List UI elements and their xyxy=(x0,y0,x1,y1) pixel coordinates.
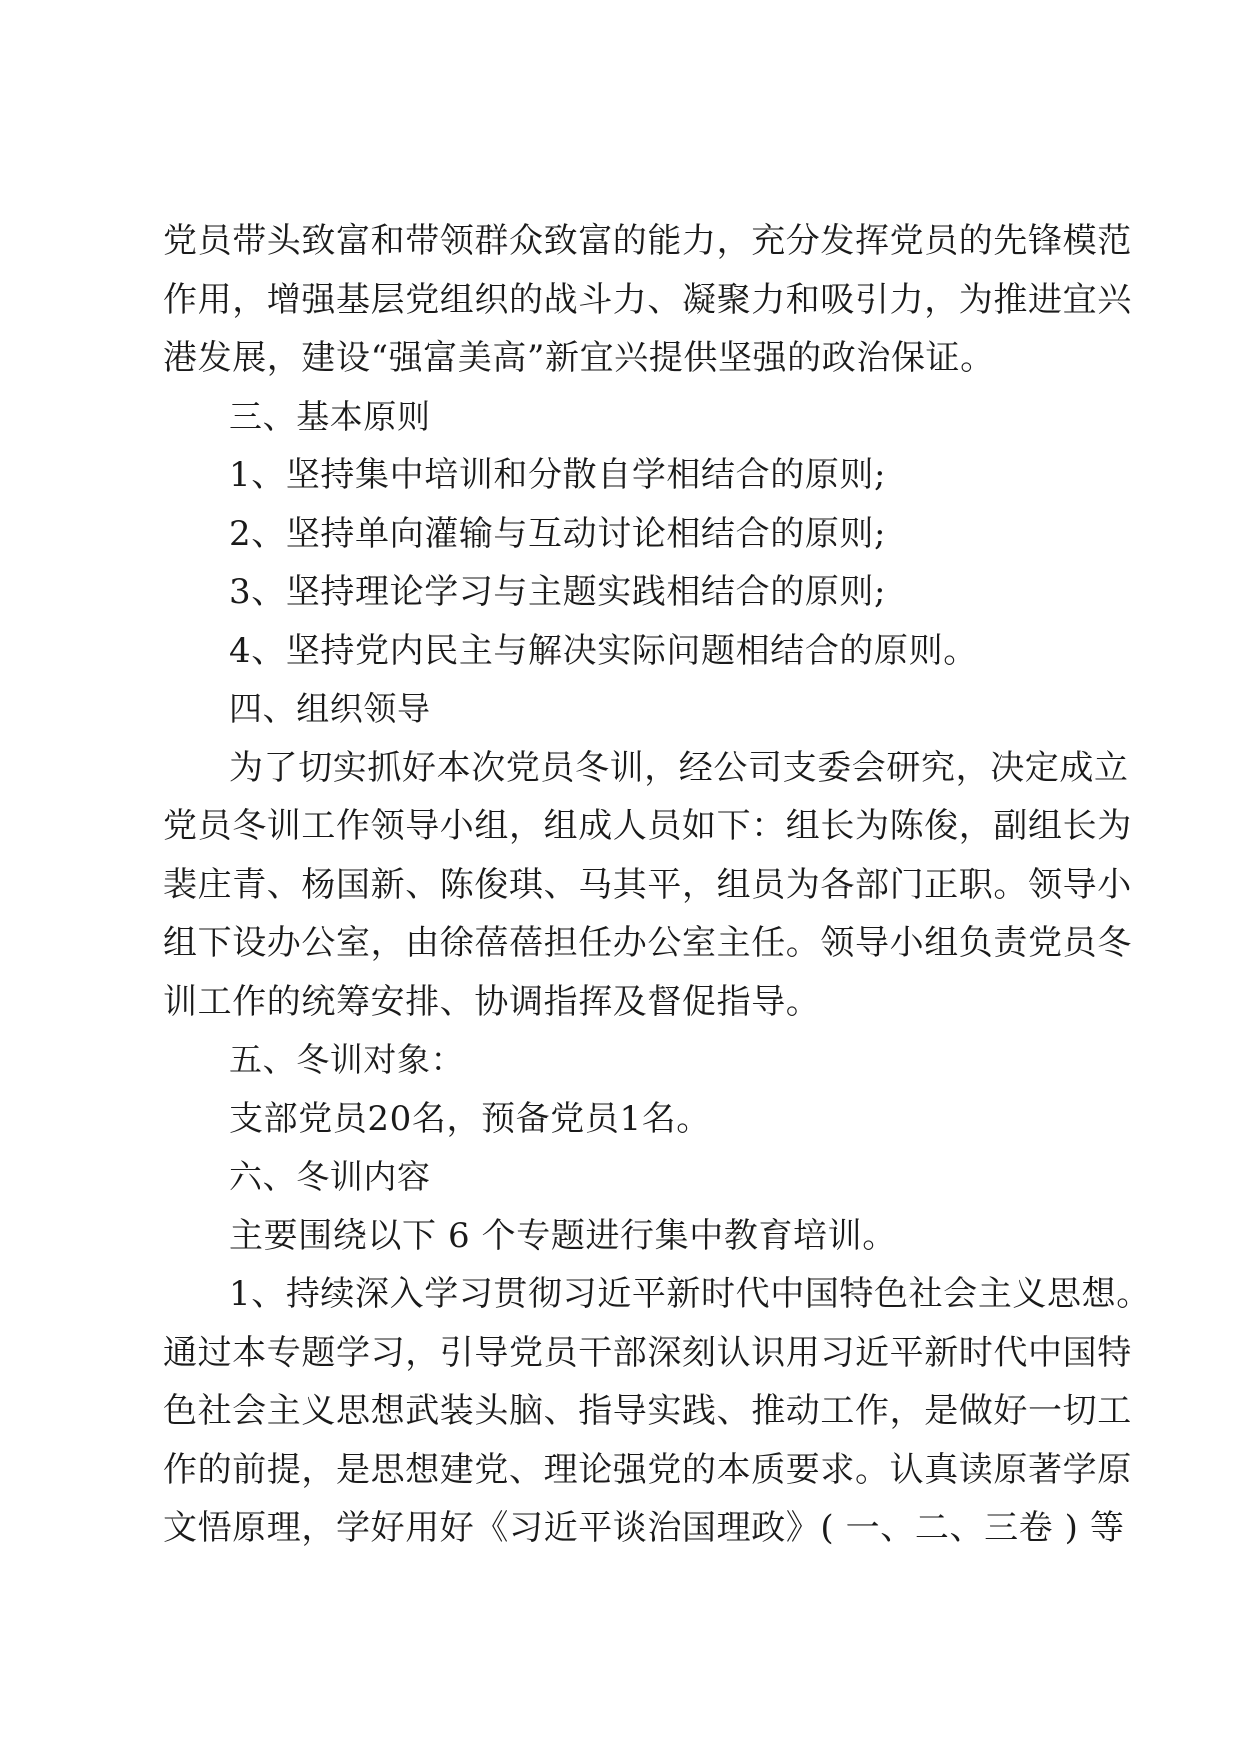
paragraph-line: 党员带头致富和带领群众致富的能力，充分发挥党员的先锋模范 xyxy=(163,221,1132,261)
paragraph-line: 港发展，建设“强富美高”新宜兴提供坚强的政治保证。 xyxy=(163,338,995,378)
paragraph-line: 组下设办公室，由徐蓓蓓担任办公室主任。领导小组负责党员冬 xyxy=(163,923,1132,963)
paragraph-line: 色社会主义思想武装头脑、指导实践、推动工作，是做好一切工 xyxy=(163,1391,1132,1431)
paragraph-line: 支部党员20名，预备党员1名。 xyxy=(229,1098,711,1139)
paragraph-line: 作用，增强基层党组织的战斗力、凝聚力和吸引力，为推进宜兴 xyxy=(163,279,1132,320)
paragraph-line: 训工作的统筹安排、协调指挥及督促指导。 xyxy=(163,981,821,1022)
list-item: 4、坚持党内民主与解决实际问题相结合的原则。 xyxy=(229,630,978,671)
paragraph-line: 裴庄青、杨国新、陈俊琪、马其平，组员为各部门正职。领导小 xyxy=(163,864,1132,905)
paragraph-line: 作的前提，是思想建党、理论强党的本质要求。认真读原著学原 xyxy=(163,1449,1132,1490)
list-item: 1、坚持集中培训和分散自学相结合的原则; xyxy=(229,455,887,495)
paragraph-line: 主要围绕以下 6 个专题进行集中教育培训。 xyxy=(229,1215,897,1256)
document-body xyxy=(163,212,1151,1558)
paragraph-line: 通过本专题学习，引导党员干部深刻认识用习近平新时代中国特 xyxy=(163,1332,1132,1373)
section-heading-content: 六、冬训内容 xyxy=(229,1157,431,1196)
section-heading-principles: 三、基本原则 xyxy=(229,396,431,436)
paragraph-line: 党员冬训工作领导小组，组成人员如下：组长为陈俊，副组长为 xyxy=(163,806,1132,846)
list-item: 3、坚持理论学习与主题实践相结合的原则; xyxy=(229,572,887,612)
paragraph-line: 文悟原理，学好用好《习近平谈治国理政》( 一、二、三卷 ) 等 xyxy=(163,1508,1125,1548)
list-item: 2、坚持单向灌输与互动讨论相结合的原则; xyxy=(229,513,887,554)
list-item: 1、持续深入学习贯彻习近平新时代中国特色社会主义思想。 xyxy=(229,1274,1151,1314)
paragraph-line: 为了切实抓好本次党员冬训，经公司支委会研究，决定成立 xyxy=(229,747,1129,788)
section-heading-leadership: 四、组织领导 xyxy=(229,689,431,728)
section-heading-targets: 五、冬训对象： xyxy=(229,1040,465,1079)
